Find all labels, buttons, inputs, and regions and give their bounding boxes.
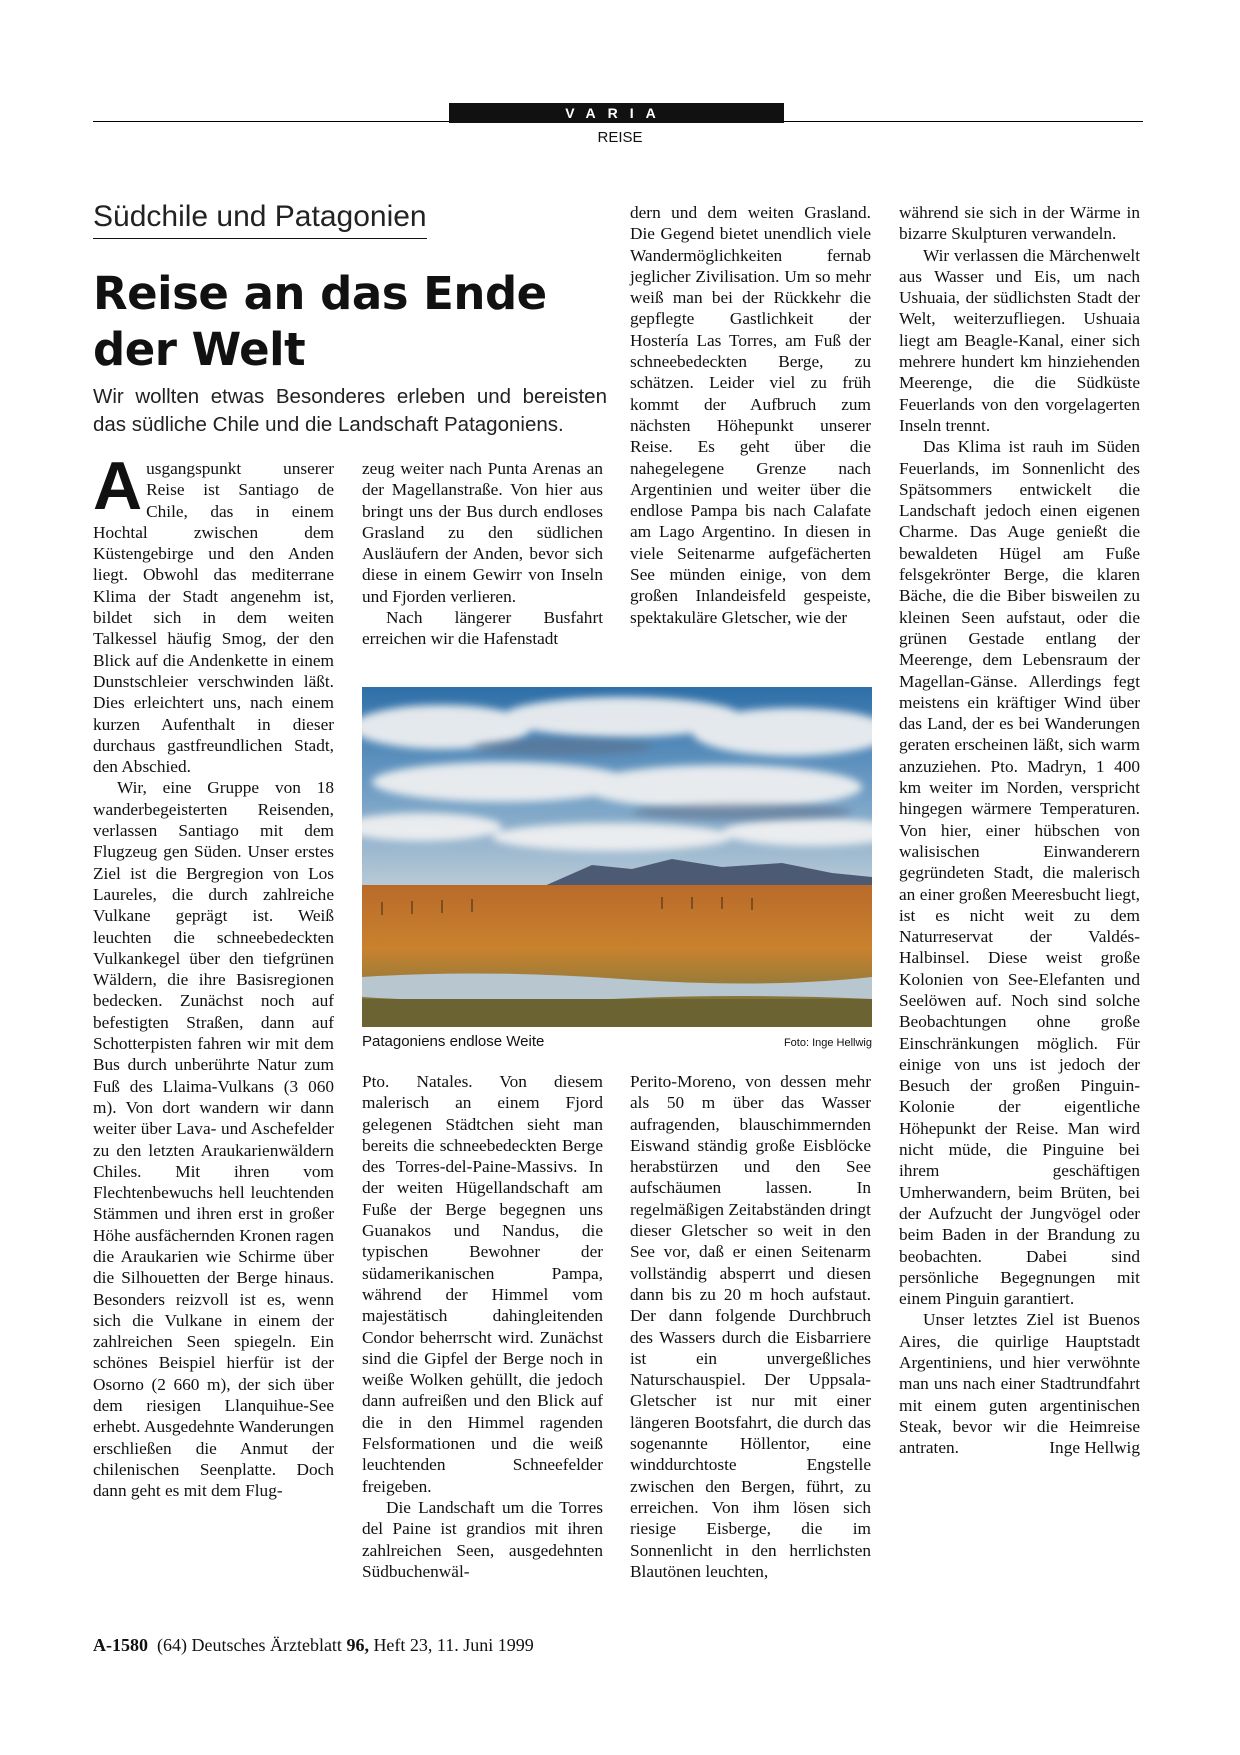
article-lead: Wir wollten etwas Besonderes erleben und bereisten das südliche Chile und die Landschaft Patagoniens.	[93, 385, 607, 436]
paragraph: zeug weiter nach Punta Arenas an der Magellanstraße. Von hier aus bringt uns der Bus durch endloses Grasland zu den südlichen Ausläufern der Anden, bevor sich diese in einem Gewirr von Inseln und Fjorden verlieren.	[362, 459, 603, 606]
page-footer	[93, 1635, 534, 1656]
drop-cap: A	[93, 448, 143, 524]
text-column-2-bottom	[362, 1071, 603, 1582]
paragraph: Die Landschaft um die Torres del Paine ist grandios mit ihren zahlreichen Seen, ausgedehnten Südbuchenwäl-	[362, 1497, 603, 1581]
text-column-1	[93, 448, 334, 1502]
paragraph: während sie sich in der Wärme in bizarre Skulpturen verwandeln.	[899, 203, 1140, 244]
paragraph: Wir, eine Gruppe von 18 wanderbegeisterten Reisenden, verlassen Santiago mit dem Flugzeug gen Süden. Unser erstes Ziel ist die Bergregion von Los Laureles, die durch zahlreiche Vulkane geprägt ist. Weiß leuchten die schneebedeckten Vulkankegel über den tiefgrünen Wäldern, die ihre Basisregionen bedecken. Zunächst noch auf befestigten Straßen, dann auf Schotterpisten fahren wir mit dem Bus durch unberührte Natur zum Fuß des Llaima-Vulkans (3 060 m). Von dort wandern wir dann weiter über Lava- und Aschefelder zu den letzten Araukarienwäldern Chiles. Mit ihren vom Flechtenbewuchs hell leuchtenden Stämmen und ihren erst in großer Höhe ausfächernden Kronen ragen die Araukarien wie Schirme über die Silhouetten der Berge hinaus. Besonders reizvoll ist es, wenn sich die Vulkane in einem der zahlreichen Seen spiegeln. Ein schönes Beispiel hierfür ist der Osorno (2 660 m), der sich über dem riesigen Llanquihue-See erhebt. Ausgedehnte Wanderungen erschließen die Anmut der chilenischen Seenplatte. Doch dann geht es mit dem Flug-	[93, 778, 334, 1501]
text-column-3-top	[630, 202, 871, 628]
author-signature: Inge Hellwig	[1049, 1438, 1140, 1458]
issue-date: Heft 23, 11. Juni 1999	[373, 1635, 534, 1655]
text-column-3-bottom	[630, 1071, 871, 1582]
text-column-2-top	[362, 458, 603, 650]
landscape-photo	[362, 687, 872, 1027]
paragraph: Nach längerer Busfahrt erreichen wir die Hafenstadt	[362, 608, 603, 649]
article-kicker: Südchile und Patagonien	[93, 200, 427, 239]
text-column-4	[899, 202, 1140, 1459]
paragraph: dern und dem weiten Grasland. Die Gegend bietet unendlich viele Wandermöglichkeiten fernab jeglicher Zivilisation. Um so mehr weiß man bei der Rückkehr die gepflegte Gastlichkeit der Hostería Las Torres, am Fuß der schneebedeckten Berge, zu schätzen. Leider viel zu früh kommt der Aufbruch zum nächsten Höhepunkt unserer Reise. Es geht über die nahegelegene Grenze nach Argentinien und weiter über die endlose Pampa bis nach Calafate am Lago Argentino. In diesen in viele Seitenarme aufgefächerten See münden einige, von dem großen Inlandeisfeld gespeiste, spektakuläre Gletscher, wie der	[630, 203, 871, 627]
paragraph: Pto. Natales. Von diesem malerisch an einem Fjord gelegenen Städtchen sieht man bereits die schneebedeckten Berge des Torres-del-Paine-Massivs. In der weiten Hügellandschaft am Fuße der Berge begegnen uns Guanakos und Nandus, die typischen Bewohner der südamerikanischen Pampa, während der Himmel vom majestätisch dahingleitenden Condor beherrscht wird. Zunächst sind die Gipfel der Berge noch in weiße Wolken gehüllt, die jedoch dann aufreißen und den Blick auf die in den Himmel ragenden Felsformationen und die weiß leuchtenden Schneefelder freigeben.	[362, 1072, 603, 1496]
paragraph: Perito-Moreno, von dessen mehr als 50 m über das Wasser aufragenden, blauschimmernden Eiswand ständig große Eisblöcke herabstürzen und den See aufschäumen lassen. In regelmäßigen Zeitabständen dringt dieser Gletscher so weit in den See vor, daß er einen Seitenarm vollständig absperrt und diesen dann bis zu 20 m hoch aufstaut. Der dann folgende Durchbruch des Wassers durch die Eisbarriere ist ein unvergeßliches Naturschauspiel. Der Uppsala-Gletscher ist nur mit einer längeren Bootsfahrt, die durch das sogenannte Höllentor, eine winddurchtoste Engstelle zwischen den Bergen, führt, zu erreichen. Von ihm lösen sich riesige Eisberge, die im Sonnenlicht in den herrlichsten Blautönen leuchten,	[630, 1072, 871, 1581]
paragraph: Unser letztes Ziel ist Buenos Aires, die quirlige Hauptstadt Argentiniens, und hier verwöhnte man uns nach einer Stadtrundfahrt mit einem guten argentinischen Steak, bevor wir die Heimreise antraten.	[899, 1310, 1140, 1458]
subsection-label: REISE	[597, 129, 643, 146]
photo-caption: Patagoniens endlose Weite	[362, 1033, 545, 1050]
volume-number: 96,	[346, 1635, 369, 1655]
journal-name: (64) Deutsches Ärzteblatt	[157, 1635, 342, 1655]
paragraph: usgangspunkt unserer Reise ist Santiago de Chile, das in einem Hochtal zwischen dem Küstengebirge und den Anden liegt. Obwohl das mediterrane Klima der Stadt angenehm ist, bildet sich in dem weiten Talkessel häufig Smog, der den Blick auf die Andenkette in einem Dunstschleier verschwinden läßt. Dies erleichtert uns, nach einem kurzen Aufenthalt in dieser durchaus gastfreundlichen Stadt, den Abschied.	[93, 459, 334, 777]
section-label: VARIA	[449, 103, 784, 123]
paragraph: Wir verlassen die Märchenwelt aus Wasser und Eis, um nach Ushuaia, der südlichsten Stadt der Welt, weiterzufliegen. Ushuaia liegt am Beagle-Kanal, einer sich mehrere hundert km hinziehenden Meerenge, die die Südküste Feuerlands von den vorgelagerten Inseln trennt.	[899, 245, 1140, 435]
article-headline: Reise an das Ende der Welt	[93, 267, 547, 376]
photo-credit: Foto: Inge Hellwig	[783, 1037, 872, 1049]
paragraph: Das Klima ist rauh im Süden Feuerlands, im Sonnenlicht des Spätsommers entwickelt die Landschaft jedoch einen eigenen Charme. Das Auge genießt die bewaldeten Hügel am Fuße felsgekrönter Berge, die klaren Bäche, die die Biber bisweilen zu kleinen Seen aufstaut, oder die grünen Gestade entlang der Meerenge, dem Lebensraum der Magellan-Gänse. Allerdings fegt meistens ein kräftiger Wind über das Land, der es bei Wanderungen geraten erscheinen läßt, sich warm anzuziehen. Pto. Madryn, 1 400 km weiter im Norden, verspricht hingegen wärmere Temperaturen. Von hier, einer hübschen von walisischen Einwanderern gegründeten Stadt, die malerisch an einer großen Meeresbucht liegt, ist es nicht weit zu dem Naturreservat der Valdés-Halbinsel. Diese weist große Kolonien von See-Elefanten und Seelöwen auf. Noch sind solche Beobachtungen ohne große Einschränkungen möglich. Für einige von uns ist jedoch der Besuch der großen Pinguin-Kolonie der eigentliche Höhepunkt der Reise. Man wird nicht müde, die Pinguine bei ihrem geschäftigen Umherwandern, beim Brüten, bei der Aufzucht der Jungvögel oder beim Baden in der Brandung zu beobachten. Dabei sind persönliche Begegnungen mit einem Pinguin garantiert.	[899, 437, 1140, 1309]
page-number: A-1580	[93, 1635, 148, 1655]
